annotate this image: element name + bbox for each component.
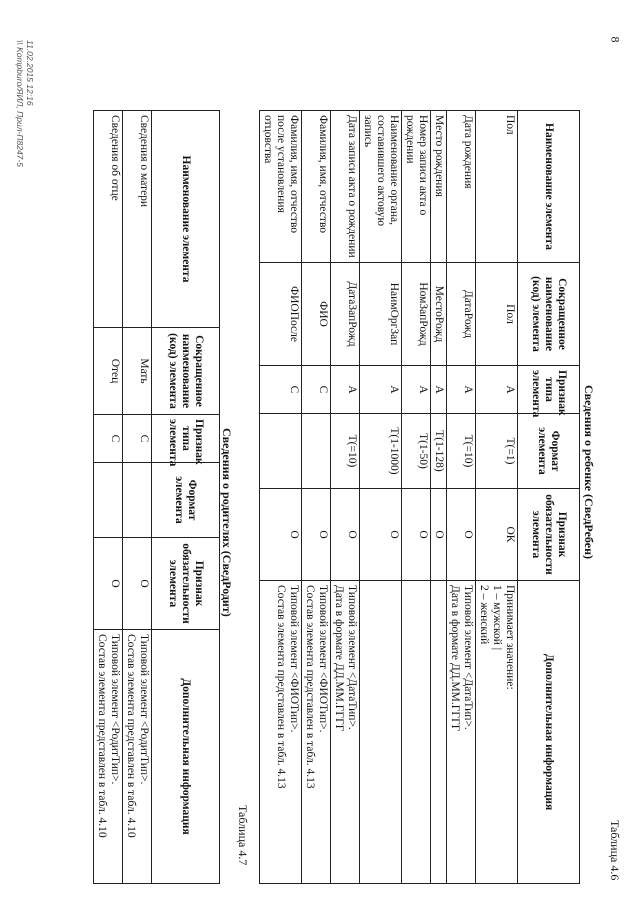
table-cell: Мать: [123, 328, 152, 415]
table-cell: О: [260, 489, 302, 581]
table-cell: Отец: [94, 328, 123, 415]
table-cell: С: [302, 366, 331, 414]
table-header-row: [518, 111, 580, 884]
table-cell: А: [402, 366, 431, 414]
table-cell: О: [94, 538, 123, 630]
table-cell: [431, 581, 447, 884]
table-cell: Типовой элемент <РодитТип>. Состав элемента представлен в табл. 4.10: [94, 630, 123, 884]
table-cell: ДатаЗапРожд: [331, 263, 360, 366]
column-header: Дополнительная информация: [152, 630, 220, 884]
table-cell: Пол: [476, 263, 518, 366]
table-row: [360, 111, 402, 884]
table-cell: Типовой элемент <ФИОТип>. Состав элемента представлен в табл. 4.13: [260, 581, 302, 884]
table-cell: Типовой элемент <РодитТип>. Состав элемента представлен в табл. 4.10: [123, 630, 152, 884]
table-cell: Типовой элемент <ФИОТип>. Состав элемента представлен в табл. 4.13: [302, 581, 331, 884]
table-cell: [123, 463, 152, 538]
column-header: Дополнительная информация: [518, 581, 580, 884]
table-cell: А: [360, 366, 402, 414]
table-cell: НомЗапРожд: [402, 263, 431, 366]
table-cell: НаимОргЗап: [360, 263, 402, 366]
table-4-7-title: Сведения о родителях (СведРодит): [220, 428, 234, 617]
table-cell: А: [331, 366, 360, 414]
table-cell: Номер записи акта о рождении: [402, 111, 431, 263]
table-cell: О: [360, 489, 402, 581]
table-cell: T(=10): [331, 414, 360, 489]
table-cell: [94, 463, 123, 538]
table-cell: T(=1): [476, 414, 518, 489]
table-cell: ОК: [476, 489, 518, 581]
table-4-6-caption: Таблица 4.6: [608, 820, 622, 881]
table-cell: Место рождения: [431, 111, 447, 263]
column-header: Наименование элемента: [152, 111, 220, 328]
table-4-7-caption: Таблица 4.7: [236, 805, 250, 866]
table-cell: Типовой элемент <ДатаТип>. Дата в формате ДД.ММ.ГГГГ: [331, 581, 360, 884]
table-cell: ФИО: [302, 263, 331, 366]
table-cell: С: [94, 415, 123, 463]
table-cell: Наименование органа, составившего актовую запись: [360, 111, 402, 263]
table-cell: T(1-1000): [360, 414, 402, 489]
table-cell: ФИОПосле: [260, 263, 302, 366]
table-row: [431, 111, 447, 884]
column-header: Формат элемента: [152, 463, 220, 538]
table-cell: Сведения о матери: [123, 111, 152, 328]
column-header: Сокращенное наименование (код) элемента: [152, 328, 220, 415]
table-cell: T(=10): [447, 414, 476, 489]
table-cell: С: [123, 415, 152, 463]
column-header: Признак типа элемента: [152, 415, 220, 463]
table-cell: Пол: [476, 111, 518, 263]
table-row: [447, 111, 476, 884]
column-header: Наименование элемента: [518, 111, 580, 263]
table-row: [476, 111, 518, 884]
table-cell: МестоРожд: [431, 263, 447, 366]
table-cell: T(1-128): [431, 414, 447, 489]
table-cell: [402, 581, 431, 884]
table-row: [94, 111, 123, 884]
table-cell: Дата рождения: [447, 111, 476, 263]
table-cell: А: [431, 366, 447, 414]
table-header-row: [152, 111, 220, 884]
table-cell: Фамилия, имя, отчество: [302, 111, 331, 263]
table-cell: Фамилия, имя, отчество после установления отцовства: [260, 111, 302, 263]
table-cell: О: [123, 538, 152, 630]
table-row: [402, 111, 431, 884]
column-header: Признак типа элемента: [518, 366, 580, 414]
print-stamp: [15, 40, 35, 167]
table-cell: [260, 414, 302, 489]
column-header: Сокращенное наименование (код) элемента: [518, 263, 580, 366]
table-cell: С: [260, 366, 302, 414]
table-row: [302, 111, 331, 884]
page-number: 8: [608, 36, 623, 43]
table-cell: А: [476, 366, 518, 414]
table-cell: [360, 581, 402, 884]
table-cell: А: [447, 366, 476, 414]
table-cell: Типовой элемент <ДатаТип>. Дата в формате ДД.ММ.ГГГГ: [447, 581, 476, 884]
table-cell: О: [431, 489, 447, 581]
column-header: Формат элемента: [518, 414, 580, 489]
stamp-datetime: 11.02.2015 12:16: [25, 40, 35, 106]
table-cell: О: [331, 489, 360, 581]
table-cell: T(1-50): [402, 414, 431, 489]
column-header: Признак обязательности элемента: [518, 489, 580, 581]
column-header: Признак обязательности элемента: [152, 538, 220, 630]
table-row: [123, 111, 152, 884]
table-cell: О: [302, 489, 331, 581]
table-cell: [302, 414, 331, 489]
table-cell: Принимает значение: 1 – мужской | 2 – женский: [476, 581, 518, 884]
stamp-path: \\ Kompburo/ЯИЛ, Прил-П8247-5: [15, 40, 25, 167]
table-cell: О: [402, 489, 431, 581]
child-info-table: [259, 110, 580, 884]
table-cell: Сведения об отце: [94, 111, 123, 328]
table-4-6-title: Сведения о ребенке (СведРебен): [582, 385, 596, 560]
table-cell: ДатаРожд: [447, 263, 476, 366]
table-row: [331, 111, 360, 884]
table-cell: Дата записи акта о рождении: [331, 111, 360, 263]
table-row: [260, 111, 302, 884]
parents-info-table: [93, 110, 220, 884]
table-cell: О: [447, 489, 476, 581]
